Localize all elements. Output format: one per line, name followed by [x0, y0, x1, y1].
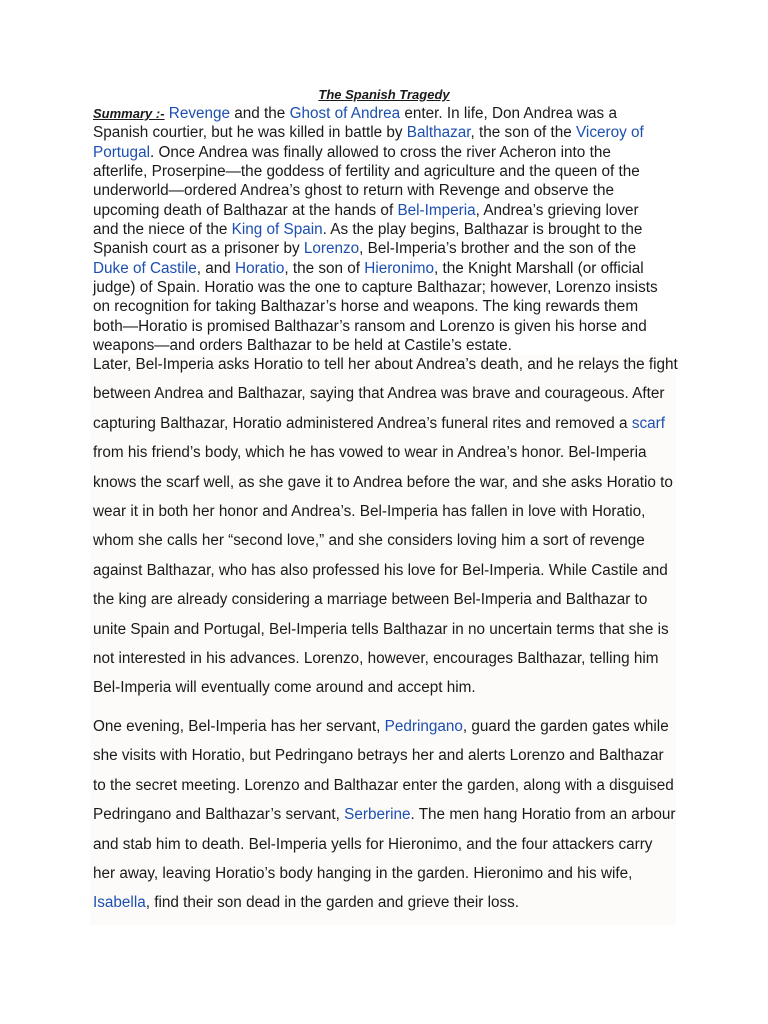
text-run: , Bel-Imperia’s brother and the son of the	[359, 240, 637, 258]
text-run: , Andrea’s grieving lover and the niece of the	[93, 201, 639, 239]
summary-label: Summary :-	[93, 106, 165, 121]
link-king-of-spain[interactable]: King of Spain	[231, 221, 323, 239]
link-bel-imperia[interactable]: Bel-Imperia	[397, 201, 476, 219]
link-ghost-of-andrea[interactable]: Ghost of Andrea	[289, 105, 401, 122]
text-run: , the son of	[284, 259, 365, 277]
text-run: , guard the garden gates while she visits with Horatio, but Pedringano betrays her and alerts Lorenzo and Balthazar to the secret meeting. Lorenzo and Balthazar enter the garden, along with a disguised Pedringano and Balthazar’s servant,	[93, 718, 674, 824]
text-run: from his friend’s body, which he has vowed to wear in Andrea’s honor. Bel-Imperia knows the scarf well, as she gave it to Andrea before the war, and she asks Horatio to wear it in both her honor and Andrea’s. Bel-Imperia has fallen in love with Horatio, whom she calls her “second love,” and she considers loving him a sort of revenge against Balthazar, who has also professed his love for Bel-Imperia. While Castile and the king are already considering a marriage between Bel-Imperia and Balthazar to unite Spain and Portugal, Bel-Imperia tells Balthazar in no uncertain terms that she is not interested in his advances. Lorenzo, however, encourages Balthazar, telling him Bel-Imperia will eventually come around and accept him.	[93, 444, 673, 697]
text-run: and the	[230, 105, 290, 122]
text-run: , find their son dead in the garden and grieve their loss.	[145, 894, 520, 912]
text-run: , the Knight Marshall (or official judge) of Spain. Horatio was the one to capture Balthazar; however, Lorenzo insists on recognition for taking Balthazar’s horse and weapons. The king rewards them both—Horatio is promised Balthazar’s ransom and Lorenzo is given his horse and weapons—and orders Balthazar to be held at Castile’s estate.	[93, 259, 658, 355]
text-run: , the son of the	[470, 124, 576, 142]
link-serberine[interactable]: Serberine	[344, 806, 411, 824]
text-run: enter. In life, Don Andrea was a Spanish courtier, but he was killed in battle by	[93, 105, 617, 142]
link-horatio[interactable]: Horatio	[235, 259, 285, 277]
paragraph-garden-murder	[93, 712, 678, 918]
paragraph-andrea-death	[93, 350, 678, 703]
link-viceroy-of-portugal[interactable]: Viceroy of Portugal	[93, 124, 644, 161]
link-balthazar[interactable]: Balthazar	[406, 124, 471, 142]
link-isabella[interactable]: Isabella	[93, 894, 146, 912]
link-lorenzo[interactable]: Lorenzo	[303, 240, 360, 258]
link-revenge[interactable]: Revenge	[168, 105, 231, 122]
text-run: . The men hang Horatio from an arbour and stab him to death. Bel-Imperia yells for Hieronimo, and the four attackers carry her away, leaving Horatio’s body hanging in the garden. Hieronimo and his wife,	[93, 806, 676, 883]
text-run: One evening, Bel-Imperia has her servant,	[93, 718, 385, 735]
link-hieronimo[interactable]: Hieronimo	[364, 259, 434, 277]
link-duke-of-castile[interactable]: Duke of Castile	[93, 259, 197, 277]
link-pedringano[interactable]: Pedringano	[384, 718, 463, 735]
link-scarf[interactable]: scarf	[631, 414, 665, 432]
text-run: , and	[196, 259, 236, 277]
text-run: . As the play begins, Balthazar is brought to the Spanish court as a prisoner by	[93, 221, 643, 258]
summary-paragraph	[93, 104, 663, 355]
text-run: . Once Andrea was finally allowed to cross the river Acheron into the afterlife, Proserpine—the goddess of fertility and agriculture and the queen of the underworld—ordered Andrea’s ghost to return with Revenge and observe the upcoming death of Balthazar at the hands of	[93, 143, 640, 219]
text-run: Later, Bel-Imperia asks Horatio to tell her about Andrea’s death, and he relays the fight between Andrea and Balthazar, saying that Andrea was brave and courageous. After capturing Balthazar, Horatio administered Andrea’s funeral rites and removed a	[93, 356, 678, 432]
document-title: The Spanish Tragedy	[318, 87, 450, 102]
